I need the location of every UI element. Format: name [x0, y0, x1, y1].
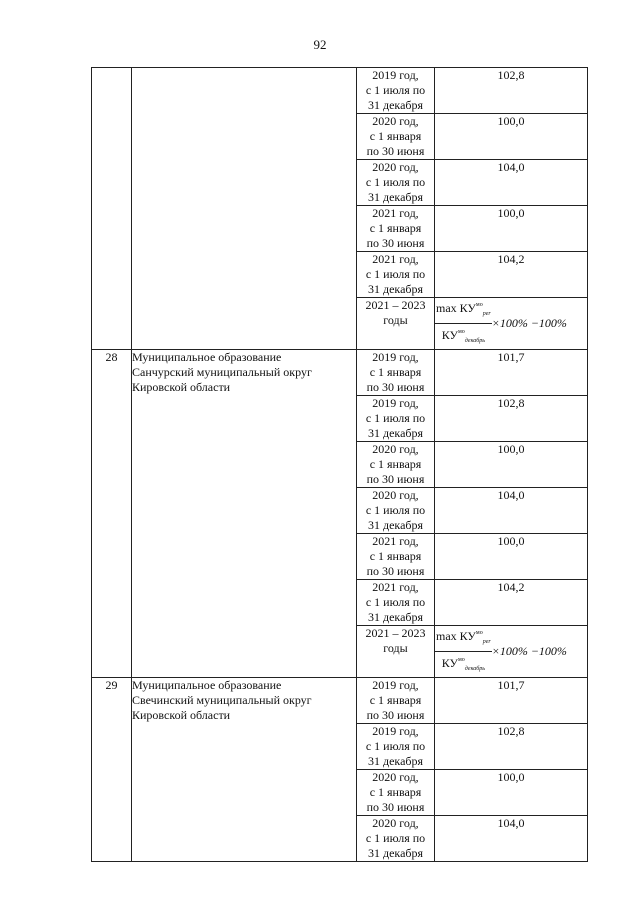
index-value: 102,8 — [435, 724, 588, 770]
period-line: 2020 год, — [372, 770, 419, 784]
period-cell — [357, 252, 435, 298]
period-line: 2020 год, — [372, 488, 419, 502]
formula-numerator — [435, 298, 492, 324]
period-line: по 30 июня — [366, 144, 425, 158]
formula-tail: ×100% −100% — [491, 316, 567, 330]
index-value: 102,8 — [435, 396, 588, 442]
period-line: по 30 июня — [366, 236, 425, 250]
period-cell — [357, 114, 435, 160]
period-line: с 1 июля по — [365, 503, 426, 517]
period-line: 31 декабря — [367, 426, 424, 440]
formula-fraction — [435, 298, 492, 349]
period-line: 2020 год, — [372, 442, 419, 456]
index-value: 104,0 — [435, 816, 588, 862]
formula-bot-sub: декабрь — [464, 338, 485, 344]
formula-bot-main: КУ — [441, 328, 458, 342]
period-cell — [357, 488, 435, 534]
period-cell — [357, 770, 435, 816]
period-line: 31 декабря — [367, 98, 424, 112]
formula-cell — [435, 298, 588, 350]
municipality-name-line: Муниципальное образование — [132, 350, 282, 364]
municipality-name-line: Санчурский муниципальный округ — [132, 365, 312, 379]
period-line: 2019 год, — [372, 678, 419, 692]
index-value: 100,0 — [435, 206, 588, 252]
period-line: с 1 января — [369, 785, 422, 799]
row-number: 29 — [92, 678, 132, 862]
period-line: 2021 год, — [372, 580, 419, 594]
period-line: 31 декабря — [367, 846, 424, 860]
formula-top-main: max КУ — [436, 629, 476, 643]
page-number: 92 — [313, 37, 327, 52]
formula-numerator — [435, 626, 492, 652]
period-line: 2021 год, — [372, 534, 419, 548]
period-line: 2021 – 2023 — [365, 626, 426, 640]
period-line: 31 декабря — [367, 610, 424, 624]
index-value: 104,2 — [435, 252, 588, 298]
municipality-name — [132, 68, 357, 350]
period-line: 31 декабря — [367, 754, 424, 768]
period-line: 2020 год, — [372, 816, 419, 830]
period-line: с 1 июля по — [365, 267, 426, 281]
period-line: годы — [383, 313, 408, 327]
row-number: 28 — [92, 350, 132, 678]
municipality-name-line: Кировской области — [132, 380, 231, 394]
period-line: с 1 января — [369, 457, 422, 471]
index-value: 104,0 — [435, 160, 588, 206]
period-line: по 30 июня — [366, 380, 425, 394]
period-line: с 1 июля по — [365, 83, 426, 97]
formula-top-sub: per — [482, 311, 491, 317]
period-line: по 30 июня — [366, 564, 425, 578]
period-cell — [357, 396, 435, 442]
formula-cell — [435, 626, 588, 678]
period-line: 2019 год, — [372, 396, 419, 410]
period-cell — [357, 206, 435, 252]
index-value: 101,7 — [435, 678, 588, 724]
table-row — [92, 678, 588, 724]
period-line: по 30 июня — [366, 800, 425, 814]
formula-fraction — [435, 626, 492, 677]
period-line: с 1 января — [369, 129, 422, 143]
formula-top-sub: per — [482, 639, 491, 645]
period-line: 2019 год, — [372, 350, 419, 364]
formula-tail: ×100% −100% — [491, 644, 567, 658]
period-cell — [357, 68, 435, 114]
index-value: 104,2 — [435, 580, 588, 626]
row-number — [92, 68, 132, 350]
period-line: 31 декабря — [367, 190, 424, 204]
period-line: 2019 год, — [372, 724, 419, 738]
formula-bot-main: КУ — [441, 656, 458, 670]
period-cell — [357, 350, 435, 396]
period-line: с 1 января — [369, 693, 422, 707]
tariff-table — [91, 67, 588, 862]
index-value: 100,0 — [435, 442, 588, 488]
period-line: 2021 год, — [372, 252, 419, 266]
municipality-name-line: Свечинский муниципальный округ — [132, 693, 312, 707]
period-line: с 1 июля по — [365, 411, 426, 425]
period-line: 2020 год, — [372, 160, 419, 174]
period-line: 2021 год, — [372, 206, 419, 220]
period-line: по 30 июня — [366, 472, 425, 486]
formula-top-sup: мо — [475, 630, 483, 636]
formula-top-sup: мо — [475, 302, 483, 308]
period-line: по 30 июня — [366, 708, 425, 722]
municipality-name — [132, 678, 357, 862]
period-line: с 1 января — [369, 549, 422, 563]
period-cell — [357, 724, 435, 770]
index-value: 102,8 — [435, 68, 588, 114]
index-value: 101,7 — [435, 350, 588, 396]
period-cell — [357, 534, 435, 580]
index-value: 100,0 — [435, 534, 588, 580]
period-line: с 1 июля по — [365, 831, 426, 845]
period-line: 31 декабря — [367, 282, 424, 296]
period-line: с 1 января — [369, 365, 422, 379]
period-cell — [357, 298, 435, 350]
period-cell — [357, 160, 435, 206]
formula-bot-sub: декабрь — [464, 666, 485, 672]
period-line: 2020 год, — [372, 114, 419, 128]
period-line: с 1 июля по — [365, 595, 426, 609]
period-cell — [357, 816, 435, 862]
period-line: 2019 год, — [372, 68, 419, 82]
period-line: 31 декабря — [367, 518, 424, 532]
table-row — [92, 350, 588, 396]
period-cell — [357, 626, 435, 678]
period-cell — [357, 580, 435, 626]
period-line: с 1 января — [369, 221, 422, 235]
period-cell — [357, 442, 435, 488]
municipality-name-line: Муниципальное образование — [132, 678, 282, 692]
municipality-name-line: Кировской области — [132, 708, 231, 722]
formula-bot-sup: мо — [458, 329, 465, 335]
period-line: с 1 июля по — [365, 175, 426, 189]
formula-top-main: max КУ — [436, 301, 476, 315]
index-value: 100,0 — [435, 770, 588, 816]
table-row — [92, 68, 588, 114]
period-line: годы — [383, 641, 408, 655]
period-line: 2021 – 2023 — [365, 298, 426, 312]
period-cell — [357, 678, 435, 724]
formula-denominator — [435, 324, 492, 349]
index-value: 104,0 — [435, 488, 588, 534]
formula-denominator — [435, 652, 492, 677]
formula-bot-sup: мо — [458, 657, 465, 663]
municipality-name — [132, 350, 357, 678]
index-value: 100,0 — [435, 114, 588, 160]
period-line: с 1 июля по — [365, 739, 426, 753]
